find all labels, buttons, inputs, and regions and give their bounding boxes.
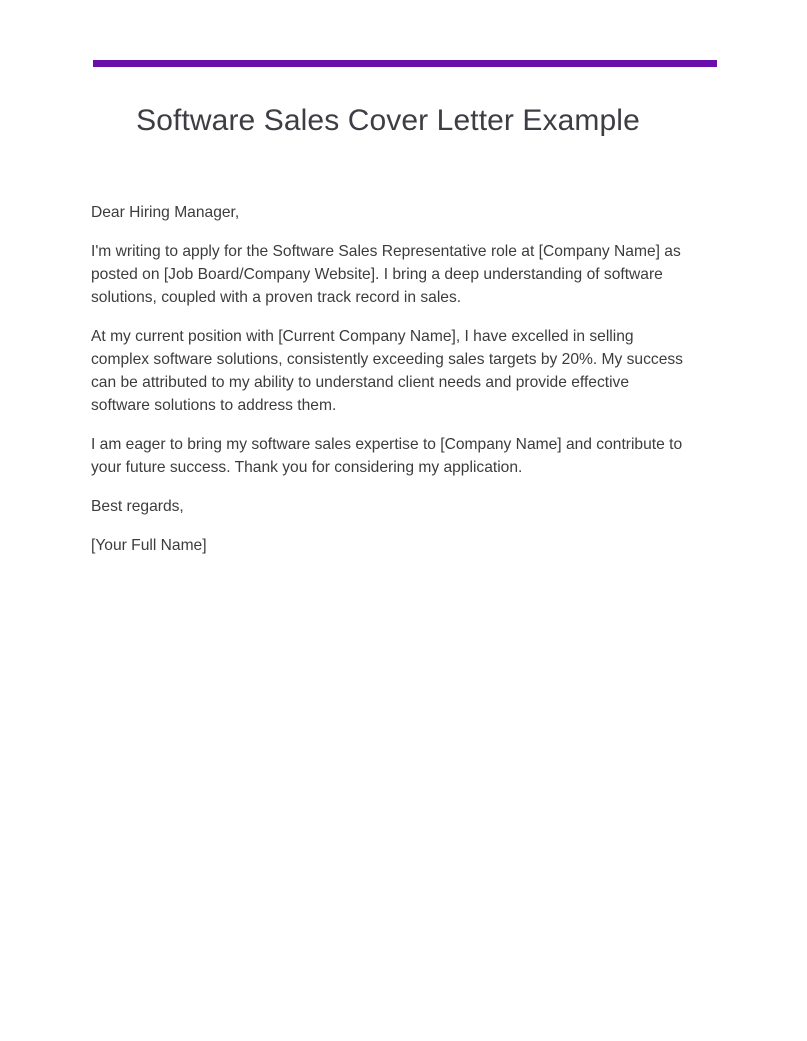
signature: [Your Full Name] xyxy=(91,537,207,554)
body-paragraph-1: I'm writing to apply for the Software Sales Representative role at [Company Name] as posted on [Job Board/Company Website]. I bring a deep understanding of software solutions, coupled with a proven track record in sales. xyxy=(91,243,681,306)
accent-divider xyxy=(93,60,717,67)
salutation: Dear Hiring Manager, xyxy=(91,204,240,221)
body-paragraph-3: I am eager to bring my software sales expertise to [Company Name] and contribute to your future success. Thank you for considering my application. xyxy=(91,436,683,476)
letter-body xyxy=(91,201,691,573)
page-title: Software Sales Cover Letter Example xyxy=(136,104,640,137)
closing: Best regards, xyxy=(91,498,184,515)
body-paragraph-2: At my current position with [Current Company Name], I have excelled in selling complex software solutions, consistently exceeding sales targets by 20%. My success can be attributed to my ability to understand client needs and provide effective software solutions to address them. xyxy=(91,328,683,414)
